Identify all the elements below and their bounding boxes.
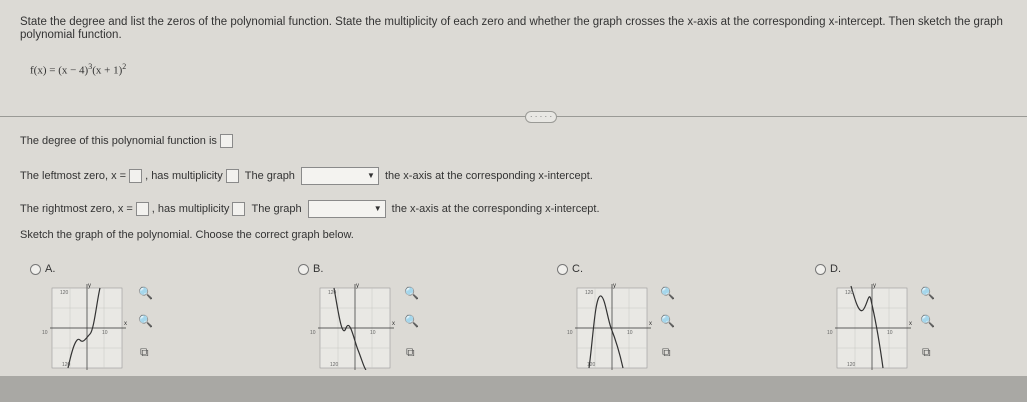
radio-d[interactable] <box>815 264 826 275</box>
svg-text:120: 120 <box>845 290 854 296</box>
leftmost-zero-line <box>20 167 593 185</box>
svg-text:10: 10 <box>567 330 573 336</box>
svg-text:120: 120 <box>585 290 594 296</box>
rightmost-multiplicity-box[interactable] <box>232 202 245 216</box>
graph-b <box>308 280 398 370</box>
option-d[interactable]: D. <box>815 263 841 275</box>
zoom-in-icon[interactable]: 🔍 <box>138 286 153 300</box>
leftmost-multiplicity-label: , has multiplicity <box>145 169 223 182</box>
svg-text:10: 10 <box>102 330 108 336</box>
degree-label: The degree of this polynomial function is <box>20 134 217 147</box>
svg-text:120: 120 <box>587 362 596 368</box>
option-a[interactable]: A. <box>30 263 55 275</box>
zoom-out-icon[interactable]: 🔍 <box>404 314 419 328</box>
radio-b[interactable] <box>298 264 309 275</box>
svg-text:10: 10 <box>887 330 893 336</box>
bottom-band <box>0 376 1027 402</box>
radio-a[interactable] <box>30 264 41 275</box>
popout-icon[interactable]: ⧉ <box>662 345 671 359</box>
rightmost-multiplicity-label: , has multiplicity <box>151 202 230 215</box>
svg-text:120: 120 <box>60 290 69 296</box>
expand-button[interactable]: · · · · · <box>525 111 557 123</box>
chevron-down-icon: ▼ <box>367 171 375 180</box>
leftmost-xaxis-label: the x-axis at the corresponding x-intercept. <box>384 169 593 182</box>
svg-text:10: 10 <box>370 330 376 336</box>
leftmost-zero-label: The leftmost zero, x = <box>20 169 127 182</box>
popout-icon[interactable]: ⧉ <box>406 345 415 359</box>
svg-text:x: x <box>392 321 395 327</box>
sketch-prompt: Sketch the graph of the polynomial. Choose the correct graph below. <box>20 229 354 241</box>
zoom-out-icon[interactable]: 🔍 <box>138 314 153 328</box>
popout-icon[interactable]: ⧉ <box>922 345 931 359</box>
svg-text:120: 120 <box>847 362 856 368</box>
graph-c <box>565 280 655 370</box>
zoom-in-icon[interactable]: 🔍 <box>660 286 675 300</box>
option-b[interactable]: B. <box>298 263 323 275</box>
leftmost-graph-label: The graph <box>244 169 295 182</box>
popout-icon[interactable]: ⧉ <box>140 345 149 359</box>
rightmost-zero-box[interactable] <box>136 202 149 216</box>
svg-text:10: 10 <box>310 330 316 336</box>
radio-c[interactable] <box>557 264 568 275</box>
svg-text:10: 10 <box>827 330 833 336</box>
rightmost-graph-label: The graph <box>251 202 302 215</box>
svg-text:120: 120 <box>328 290 337 296</box>
rightmost-xaxis-label: the x-axis at the corresponding x-intercept. <box>391 202 600 215</box>
zoom-in-icon[interactable]: 🔍 <box>920 286 935 300</box>
zoom-out-icon[interactable]: 🔍 <box>660 314 675 328</box>
leftmost-crosses-dropdown[interactable] <box>301 167 379 185</box>
svg-text:x: x <box>909 321 912 327</box>
graph-a <box>40 280 130 370</box>
svg-text:y: y <box>613 283 616 289</box>
degree-answer-box[interactable] <box>220 134 233 148</box>
svg-text:x: x <box>649 321 652 327</box>
zoom-in-icon[interactable]: 🔍 <box>404 286 419 300</box>
divider <box>0 116 1027 117</box>
svg-text:10: 10 <box>627 330 633 336</box>
rightmost-zero-line <box>20 200 600 218</box>
rightmost-crosses-dropdown[interactable] <box>308 200 386 218</box>
option-c[interactable]: C. <box>557 263 583 275</box>
rightmost-zero-label: The rightmost zero, x = <box>20 202 133 215</box>
graph-d <box>825 280 915 370</box>
degree-line <box>20 134 236 148</box>
svg-text:y: y <box>873 283 876 289</box>
function-formula: $f(x) = (x - 4)^3(x + 1)^2$ <box>30 62 127 77</box>
svg-text:y: y <box>356 283 359 289</box>
svg-text:x: x <box>124 321 127 327</box>
leftmost-multiplicity-box[interactable] <box>226 169 239 183</box>
zoom-out-icon[interactable]: 🔍 <box>920 314 935 328</box>
leftmost-zero-box[interactable] <box>129 169 142 183</box>
svg-text:10: 10 <box>42 330 48 336</box>
svg-text:120: 120 <box>62 362 71 368</box>
chevron-down-icon: ▼ <box>373 204 382 213</box>
question-text: State the degree and list the zeros of the polynomial function. State the multiplicity of each zero and whether the graph crosses the x-axis at the corresponding x-intercept. Then sketch the graph polynomial function. <box>20 16 1003 41</box>
svg-text:120: 120 <box>330 362 339 368</box>
svg-text:y: y <box>88 283 91 289</box>
